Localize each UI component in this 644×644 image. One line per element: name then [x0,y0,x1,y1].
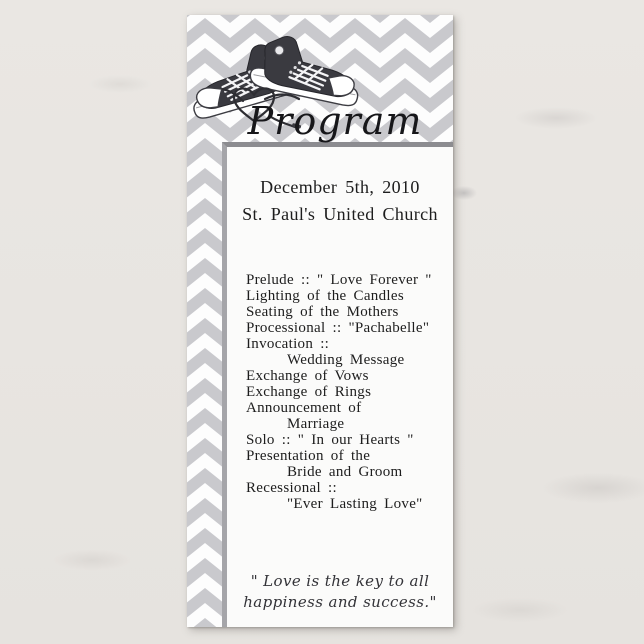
event-date: December 5th, 2010 [260,177,420,197]
closing-quote [227,571,453,613]
program-item: Exchange of Vows [246,368,369,384]
program-list [227,272,453,512]
quote-line-1: " Love is the key to all [250,572,430,590]
program-item: Announcement of [246,400,362,416]
program-item: Processional :: "Pachabelle" [246,320,430,336]
program-item: Presentation of the [246,448,371,464]
program-item: Lighting of the Candles [246,288,404,304]
program-item: "Ever Lasting Love" [287,496,423,512]
program-item: Wedding Message [287,352,405,368]
card-title: Program [247,99,423,143]
program-item: Marriage [287,416,345,432]
program-item: Recessional :: [246,480,337,496]
program-item: Invocation :: [246,336,330,352]
quote-line-2: happiness and success." [243,593,437,611]
program-item: Prelude :: " Love Forever " [246,272,432,288]
program-item: Exchange of Rings [246,384,372,400]
program-item: Bride and Groom [287,464,403,480]
wedding-program-card [187,15,453,627]
event-venue: St. Paul's United Church [242,204,438,224]
content-panel [222,142,453,627]
panel-content [227,147,453,627]
program-item: Solo :: " In our Hearts " [246,432,414,448]
program-item: Seating of the Mothers [246,304,399,320]
header-block [227,147,453,228]
